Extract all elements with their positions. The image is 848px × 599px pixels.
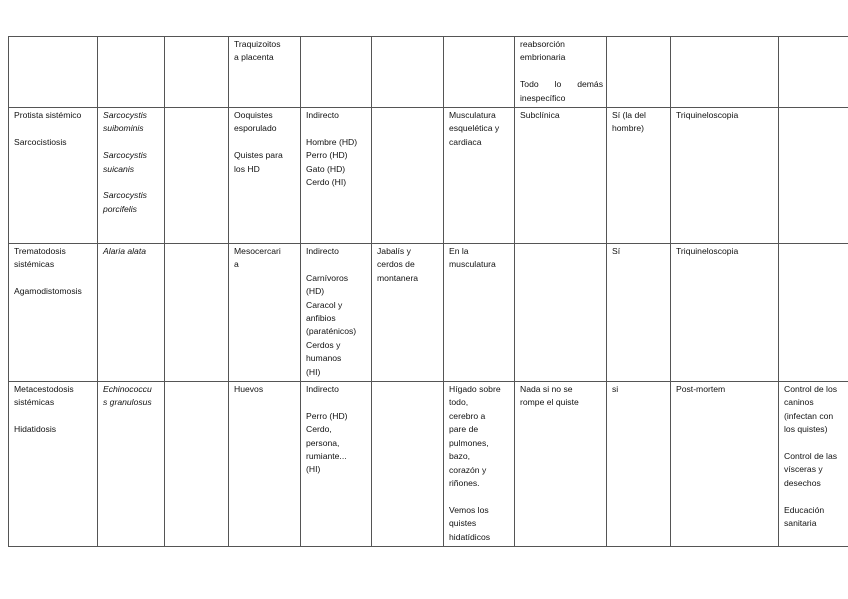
- cell-zoonosis: [607, 108, 671, 244]
- cell-line: Indirecto: [306, 246, 339, 257]
- cell-disease: [9, 108, 98, 244]
- cell-line: Metacestodosis: [14, 384, 74, 395]
- cell-line: Echinococcu: [103, 384, 152, 395]
- cell-line: Hidatidosis: [14, 424, 57, 435]
- cell-line: [520, 65, 603, 78]
- cell-line: cerebro a: [449, 410, 486, 421]
- cell-line: (infectan con: [784, 410, 834, 421]
- cell-line: Carnívoros: [306, 272, 349, 283]
- cell-line: Todo lo demás: [520, 79, 603, 90]
- cell-line: musculatura: [449, 259, 496, 270]
- cell-agent: [98, 382, 165, 547]
- cell-line: Perro (HD): [306, 150, 348, 161]
- cell-line: (HI): [306, 366, 321, 377]
- cell-line: Perro (HD): [306, 410, 348, 421]
- cell-line: desechos: [784, 477, 821, 488]
- cell-line: rumiante...: [306, 451, 347, 462]
- cell-line: rompe el quiste: [520, 397, 579, 408]
- cell-line: (HD): [306, 286, 325, 297]
- cell-line: a placenta: [234, 52, 274, 63]
- cell-line: Triquineloscopia: [676, 110, 739, 121]
- cell-line: Protista sistémico: [14, 110, 82, 121]
- cell-hosts: [372, 37, 444, 108]
- cell-col3: [165, 37, 229, 108]
- cell-control: [779, 382, 848, 547]
- cell-line: [449, 490, 511, 503]
- cell-line: [306, 396, 368, 409]
- cell-line: humanos: [306, 353, 342, 364]
- cell-line: Indirecto: [306, 384, 339, 395]
- cell-diagnosis: [671, 108, 779, 244]
- cell-line: Traquizoitos: [234, 39, 281, 49]
- cell-line: Agamodistomosis: [14, 286, 82, 297]
- cell-diagnosis: [671, 37, 779, 108]
- cell-line: Cerdo (HI): [306, 177, 347, 188]
- cell-line: Gato (HD): [306, 163, 346, 174]
- cell-cycle: [301, 382, 372, 547]
- cell-line: Hombre (HD): [306, 136, 358, 147]
- cell-infective-form: [229, 244, 301, 382]
- cell-line: Control de los: [784, 384, 838, 395]
- cell-line: pulmones,: [449, 437, 489, 448]
- cell-hosts: [372, 244, 444, 382]
- cell-line: esquelética y: [449, 123, 500, 134]
- cell-agent: [98, 108, 165, 244]
- cell-line: Sarcocistiosis: [14, 136, 67, 147]
- cell-infective-form: [229, 37, 301, 108]
- cell-line: corazón y: [449, 464, 487, 475]
- cell-line: Quistes para: [234, 150, 283, 161]
- cell-control: [779, 244, 848, 382]
- cell-line: Trematodosis: [14, 246, 66, 257]
- cell-line: quistes: [449, 518, 477, 529]
- cell-line: suibominis: [103, 123, 144, 134]
- cell-hosts: [372, 382, 444, 547]
- cell-cycle: [301, 244, 372, 382]
- cell-diagnosis: [671, 382, 779, 547]
- cell-line: [103, 136, 161, 149]
- table-body: [9, 37, 848, 547]
- cell-line: porcifelis: [103, 203, 137, 214]
- cell-line: Ooquistes: [234, 110, 273, 121]
- cell-line: caninos: [784, 397, 814, 408]
- cell-location: [444, 382, 515, 547]
- table-row: [9, 244, 848, 382]
- cell-line: Sarcocystis: [103, 110, 147, 121]
- cell-line: [306, 122, 368, 135]
- cell-cycle: [301, 108, 372, 244]
- cell-agent: [98, 244, 165, 382]
- cell-hosts: [372, 108, 444, 244]
- cell-line: embrionaria: [520, 52, 566, 63]
- cell-line: montanera: [377, 272, 419, 283]
- cell-line: sistémicas: [14, 397, 55, 408]
- cell-col3: [165, 108, 229, 244]
- cell-line: bazo,: [449, 451, 471, 462]
- cell-line: sistémicas: [14, 259, 55, 270]
- cell-location: [444, 244, 515, 382]
- cell-agent: [98, 37, 165, 108]
- cell-line: anfibios: [306, 313, 336, 324]
- cell-line: Cerdos y: [306, 339, 341, 350]
- cell-line: Cerdo,: [306, 424, 332, 435]
- parasite-table: [8, 36, 848, 547]
- cell-line: [14, 410, 94, 423]
- cell-disease: [9, 37, 98, 108]
- cell-disease: [9, 244, 98, 382]
- cell-line: [784, 437, 848, 450]
- cell-line: inespecífico: [520, 92, 566, 103]
- cell-disease: [9, 382, 98, 547]
- cell-line: sanitaria: [784, 518, 817, 529]
- cell-presentation: [515, 108, 607, 244]
- cell-col3: [165, 382, 229, 547]
- cell-line: Nada si no se: [520, 384, 573, 395]
- cell-line: Musculatura: [449, 110, 496, 121]
- cell-line: Triquineloscopia: [676, 246, 739, 257]
- table-row: [9, 37, 848, 108]
- cell-col3: [165, 244, 229, 382]
- cell-line: (paraténicos): [306, 326, 357, 337]
- cell-line: Subclínica: [520, 110, 560, 121]
- cell-line: riñones.: [449, 477, 480, 488]
- cell-location: [444, 108, 515, 244]
- table-row: [9, 382, 848, 547]
- cell-line: Control de las: [784, 451, 838, 462]
- cell-line: Huevos: [234, 384, 264, 395]
- cell-line: los quistes): [784, 424, 828, 435]
- cell-line: Jabalís y: [377, 246, 411, 257]
- cell-line: En la: [449, 246, 469, 257]
- table-row: [9, 108, 848, 244]
- cell-cycle: [301, 37, 372, 108]
- cell-line: [784, 490, 848, 503]
- cell-line: pare de: [449, 424, 479, 435]
- cell-line: los HD: [234, 163, 260, 174]
- cell-line: vísceras y: [784, 464, 823, 475]
- cell-infective-form: [229, 382, 301, 547]
- cell-presentation: [515, 244, 607, 382]
- cell-line: [103, 176, 161, 189]
- cell-line: Caracol y: [306, 299, 343, 310]
- cell-line: todo,: [449, 397, 469, 408]
- cell-line: Sí: [612, 246, 621, 257]
- cell-line: [234, 136, 297, 149]
- cell-line: (HI): [306, 464, 321, 475]
- cell-zoonosis: [607, 244, 671, 382]
- cell-line: Educación: [784, 504, 825, 515]
- cell-line: Sí (la del: [612, 110, 646, 121]
- cell-line: [306, 258, 368, 271]
- cell-line: a: [234, 259, 239, 270]
- cell-line: hidatídicos: [449, 531, 491, 542]
- cell-line: s granulosus: [103, 397, 152, 408]
- cell-presentation: [515, 382, 607, 547]
- cell-line: Post-mortem: [676, 384, 726, 395]
- cell-line: Mesocercari: [234, 246, 281, 257]
- cell-line: Vemos los: [449, 504, 489, 515]
- cell-diagnosis: [671, 244, 779, 382]
- cell-zoonosis: [607, 382, 671, 547]
- cell-line: Sarcocystis: [103, 150, 147, 161]
- cell-line: reabsorción: [520, 39, 565, 49]
- cell-line: Sarcocystis: [103, 190, 147, 201]
- cell-line: esporulado: [234, 123, 277, 134]
- cell-line: [14, 122, 94, 135]
- cell-control: [779, 108, 848, 244]
- cell-line: suicanis: [103, 163, 135, 174]
- cell-line: si: [612, 384, 619, 395]
- cell-infective-form: [229, 108, 301, 244]
- cell-line: Hígado sobre: [449, 384, 501, 395]
- cell-control: [779, 37, 848, 108]
- cell-line: cardiaca: [449, 136, 482, 147]
- cell-line: [14, 272, 94, 285]
- cell-line: persona,: [306, 437, 340, 448]
- cell-line: Indirecto: [306, 110, 339, 121]
- cell-line: cerdos de: [377, 259, 415, 270]
- cell-presentation: [515, 37, 607, 108]
- cell-location: [444, 37, 515, 108]
- cell-line: hombre): [612, 123, 644, 134]
- cell-zoonosis: [607, 37, 671, 108]
- cell-line: Alaria alata: [103, 246, 146, 257]
